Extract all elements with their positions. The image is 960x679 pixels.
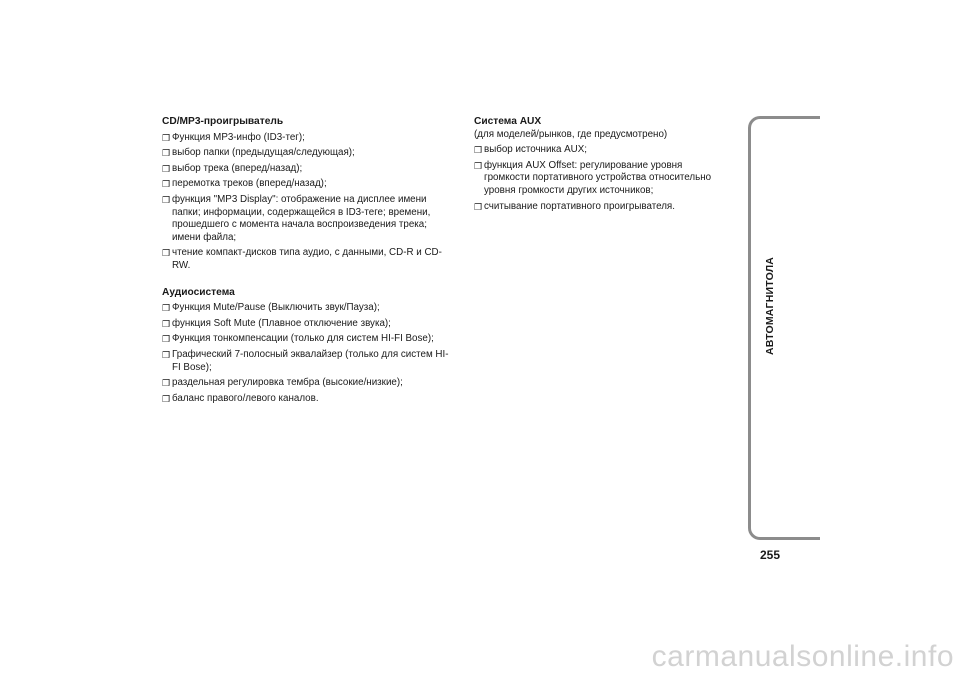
checkbox-bullet-icon: ❒ (162, 378, 171, 389)
list-item-text: функция Soft Mute (Плавное отключение звука); (172, 317, 391, 329)
feature-list (162, 132, 452, 273)
chapter-tab-label: АВТОМАГНИТОЛА (764, 256, 776, 356)
right-column (474, 116, 724, 213)
list-item-text: баланс правого/левого каналов. (172, 392, 319, 404)
section-heading: Аудиосистема (162, 286, 235, 298)
checkbox-bullet-icon: ❒ (162, 194, 171, 205)
list-item-text: Функция MP3-инфо (ID3-тег); (172, 131, 305, 143)
checkbox-bullet-icon: ❒ (474, 160, 483, 171)
section-aux (474, 116, 724, 213)
list-item-text: Функция Mute/Pause (Выключить звук/Пауза); (172, 302, 380, 314)
list-item-text: считывание портативного проигрывателя. (484, 200, 675, 212)
list-item (162, 377, 452, 390)
list-item-text: перемотка треков (вперед/назад); (172, 178, 327, 190)
list-item-text: функция "MP3 Display": отображение на дисплее имени папки; информации, содержащейся в ID3-теге; времени, прошедшего с момента начала воспроизведения трека; имени файла; (172, 193, 431, 243)
list-item (162, 194, 452, 244)
section-heading: CD/MP3-проигрыватель (162, 116, 284, 127)
list-item-text: выбор источника AUX; (484, 144, 587, 156)
list-item (162, 333, 452, 346)
list-item (162, 147, 452, 160)
list-item-text: чтение компакт-дисков типа аудио, с данными, CD-R и CD-RW. (172, 247, 442, 271)
section-subheading: (для моделей/рынков, где предусмотрено) (474, 128, 668, 140)
left-column (162, 116, 452, 405)
list-item (474, 201, 724, 214)
feature-list (162, 302, 452, 405)
list-item (474, 144, 724, 157)
list-item-text: Графический 7-полосный эквалайзер (только для систем HI-FI Bose); (172, 348, 449, 373)
checkbox-bullet-icon: ❒ (162, 132, 171, 143)
list-item (474, 160, 724, 198)
list-item-text: выбор папки (предыдущая/следующая); (172, 147, 355, 159)
list-item-text: выбор трека (вперед/назад); (172, 162, 303, 174)
list-item (162, 178, 452, 191)
chapter-tab-frame (748, 116, 820, 540)
section-audio-system (162, 287, 452, 406)
list-item (162, 247, 452, 272)
checkbox-bullet-icon: ❒ (162, 148, 171, 159)
checkbox-bullet-icon: ❒ (474, 201, 483, 212)
page-number: 255 (760, 548, 781, 562)
checkbox-bullet-icon: ❒ (162, 334, 171, 345)
list-item (162, 302, 452, 315)
list-item-text: Функция тонкомпенсации (только для систем HI-FI Bose); (172, 333, 434, 345)
checkbox-bullet-icon: ❒ (162, 248, 171, 259)
checkbox-bullet-icon: ❒ (162, 393, 171, 404)
list-item (162, 349, 452, 374)
checkbox-bullet-icon: ❒ (162, 163, 171, 174)
checkbox-bullet-icon: ❒ (162, 318, 171, 329)
list-item (162, 132, 452, 145)
section-cd-mp3 (162, 116, 452, 273)
watermark: carmanualsonline.info (651, 640, 954, 673)
list-item-text: функция AUX Offset: регулирование уровня громкости портативного устройства относительно уровня громкости других источников; (484, 159, 712, 196)
checkbox-bullet-icon: ❒ (474, 145, 483, 156)
feature-list (474, 144, 724, 213)
section-heading: Система AUX (474, 116, 542, 127)
list-item (162, 163, 452, 176)
list-item-text: раздельная регулировка тембра (высокие/низкие); (172, 377, 403, 389)
checkbox-bullet-icon: ❒ (162, 303, 171, 314)
checkbox-bullet-icon: ❒ (162, 179, 171, 190)
checkbox-bullet-icon: ❒ (162, 349, 171, 360)
list-item (162, 393, 452, 406)
list-item (162, 318, 452, 331)
